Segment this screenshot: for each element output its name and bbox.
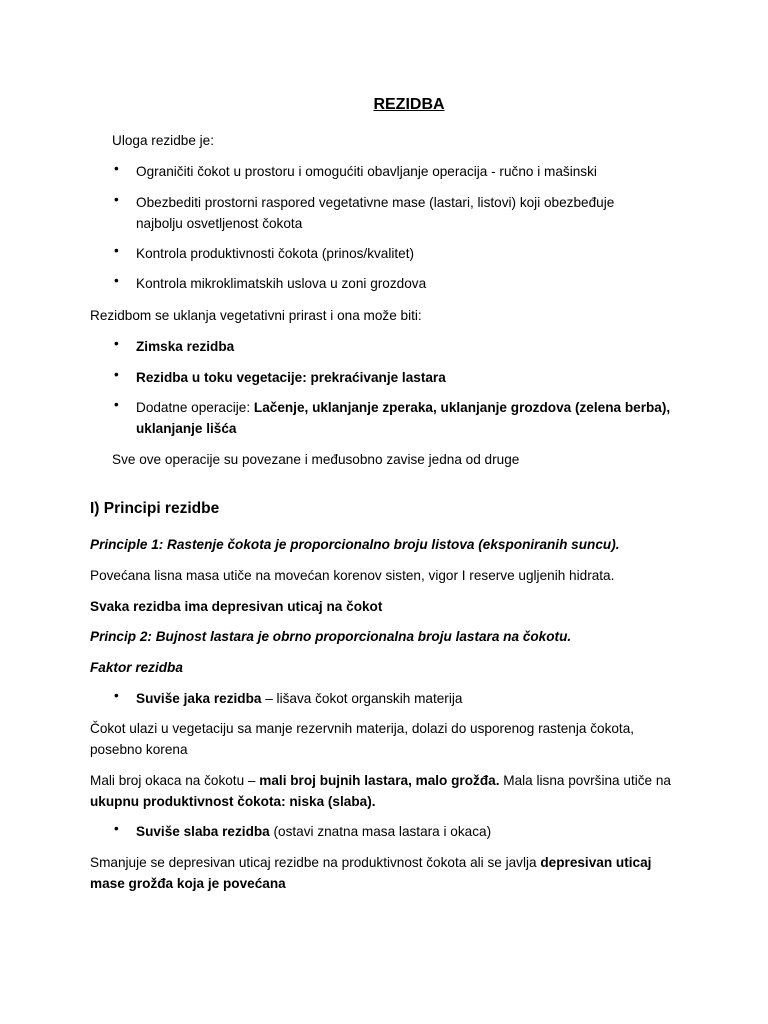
- bullet-icon: •: [114, 688, 119, 703]
- bullet-icon: •: [114, 397, 119, 412]
- depressive-statement: Svaka rezidba ima depresivan uticaj na čokot: [90, 599, 383, 614]
- list-item: Ograničiti čokot u prostoru i omogućiti obavljanje operacija - ručno i mašinski: [136, 164, 597, 179]
- bullet-icon: •: [114, 192, 119, 207]
- reduced-p1: Smanjuje se depresivan uticaj rezidbe na produktivnost čokota ali se javlja: [90, 855, 541, 870]
- list-item: Rezidba u toku vegetacije: prekraćivanje lastara: [136, 370, 446, 385]
- strong-pruning-desc: – lišava čokot organskih materija: [261, 691, 463, 706]
- few-buds-p4: ukupnu produktivnost čokota: niska (slaba).: [90, 794, 376, 809]
- connected-sentence: Sve ove operacije su povezane i međusobno zavise jedna od druge: [112, 452, 520, 467]
- intro-text: Uloga rezidbe je:: [112, 133, 215, 148]
- bullet-icon: •: [114, 367, 119, 382]
- bullet-icon: •: [114, 821, 119, 836]
- list-item: Obezbediti prostorni raspored vegetativne mase (lastari, listovi) koji obezbeđuje najbolju osvetljenost čokota: [136, 195, 615, 231]
- few-buds-paragraph: [90, 770, 680, 812]
- additional-operations: Lačenje, uklanjanje zperaka, uklanjanje grozdova (zelena berba), uklanjanje lišća: [136, 400, 671, 436]
- weak-pruning: Suviše slaba rezidba: [136, 824, 270, 839]
- leaf-mass-sentence: Povećana lisna masa utiče na movećan korenov sisten, vigor I reserve ugljenih hidrata.: [90, 568, 615, 583]
- bullet-icon: •: [114, 336, 119, 351]
- removal-sentence: Rezidbom se uklanja vegetativni prirast i ona može biti:: [90, 308, 422, 323]
- list-item: Zimska rezidba: [136, 339, 235, 354]
- additional-prefix: Dodatne operacije:: [136, 400, 254, 415]
- list-item: [136, 821, 676, 842]
- bullet-icon: •: [114, 161, 119, 176]
- reduced-p2: depresivan uticaj mase grožđa koja je povećana: [90, 855, 652, 891]
- principle-1: Principle 1: Rastenje čokota je proporcionalno broju listova (eksponiranih suncu).: [90, 537, 620, 552]
- enters-vegetation-paragraph: Čokot ulazi u vegetaciju sa manje rezervnih materija, dolazi do usporenog rastenja čokota, posebno korena: [90, 721, 635, 757]
- bullet-icon: •: [114, 243, 119, 258]
- list-item: [136, 688, 676, 709]
- few-buds-p2: mali broj bujnih lastara, malo grožđa.: [259, 773, 500, 788]
- list-item: Kontrola produktivnosti čokota (prinos/kvalitet): [136, 246, 415, 261]
- list-item: Kontrola mikroklimatskih uslova u zoni grozdova: [136, 276, 427, 291]
- few-buds-p3: Mala lisna površina utiče na: [499, 773, 671, 788]
- page-title: REZIDBA: [373, 96, 445, 113]
- section-heading: I) Principi rezidbe: [90, 500, 220, 517]
- principle-2: Princip 2: Bujnost lastara je obrno proporcionalna broju lastara na čokotu.: [90, 629, 572, 644]
- strong-pruning: Suviše jaka rezidba: [136, 691, 262, 706]
- few-buds-p1: Mali broj okaca na čokotu –: [90, 773, 260, 788]
- reduced-paragraph: [90, 852, 675, 894]
- list-item: [136, 397, 671, 439]
- weak-pruning-desc: (ostavi znatna masa lastara i okaca): [269, 824, 492, 839]
- factor-heading: Faktor rezidba: [90, 660, 183, 675]
- bullet-icon: •: [114, 273, 119, 288]
